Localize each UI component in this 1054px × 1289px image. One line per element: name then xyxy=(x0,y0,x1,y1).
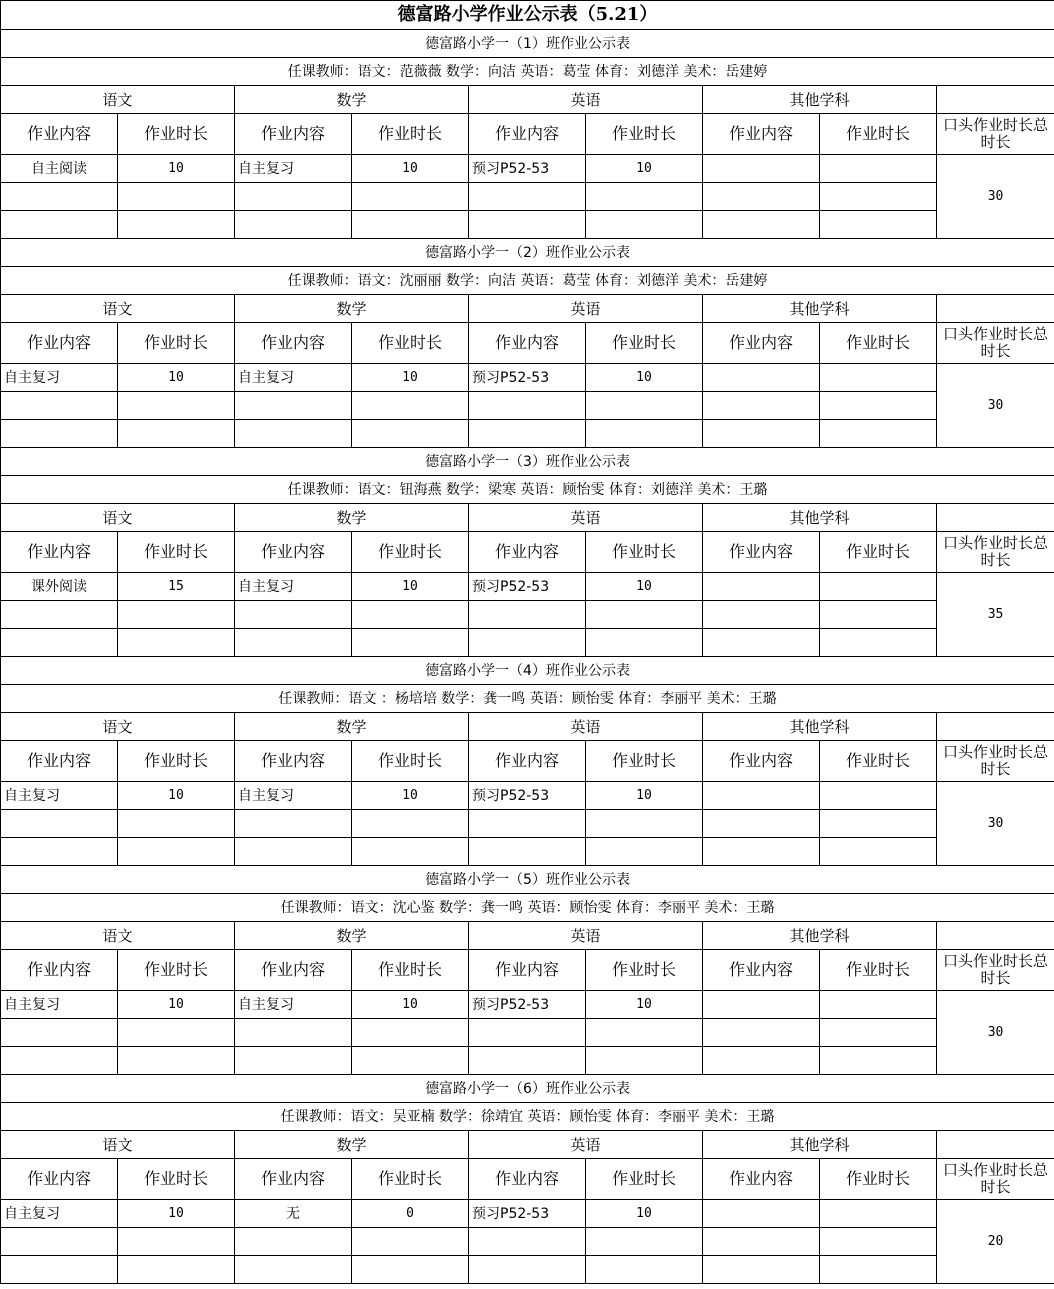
other-duration-cell[interactable] xyxy=(820,810,937,838)
subject-header-blank[interactable] xyxy=(937,1131,1054,1159)
content-header[interactable]: 作业内容 xyxy=(235,950,352,991)
math-content-cell[interactable]: 自主复习 xyxy=(235,364,352,392)
chinese-content-cell[interactable] xyxy=(1,1019,118,1047)
subject-header-chinese[interactable]: 语文 xyxy=(1,713,235,741)
subject-header-blank[interactable] xyxy=(937,922,1054,950)
english-content-cell[interactable]: 预习P52-53 xyxy=(469,364,586,392)
duration-header[interactable]: 作业时长 xyxy=(820,532,937,573)
table-row xyxy=(1,629,1054,657)
chinese-content-cell[interactable]: 自主复习 xyxy=(1,782,118,810)
oral-total-header[interactable]: 口头作业时长总时长 xyxy=(937,1159,1054,1200)
chinese-duration-cell[interactable]: 10 xyxy=(118,364,235,392)
subject-header-english[interactable]: 英语 xyxy=(469,1131,703,1159)
chinese-duration-cell[interactable] xyxy=(118,629,235,657)
oral-total-header[interactable]: 口头作业时长总时长 xyxy=(937,323,1054,364)
teacher-list[interactable]: 任课教师：语文：范薇薇 数学：向洁 英语：葛莹 体育：刘德洋 美术：岳建婷 xyxy=(1,58,1054,86)
english-duration-cell[interactable] xyxy=(586,838,703,866)
other-content-cell[interactable] xyxy=(703,1200,820,1228)
english-duration-cell[interactable] xyxy=(586,211,703,239)
duration-header[interactable]: 作业时长 xyxy=(820,114,937,155)
content-header[interactable]: 作业内容 xyxy=(1,532,118,573)
content-header[interactable]: 作业内容 xyxy=(1,114,118,155)
column-header-row xyxy=(1,532,1054,573)
subject-header-english[interactable]: 英语 xyxy=(469,86,703,114)
duration-header[interactable]: 作业时长 xyxy=(118,532,235,573)
subject-header-math[interactable]: 数学 xyxy=(235,1131,469,1159)
math-duration-cell[interactable]: 10 xyxy=(352,573,469,601)
column-header-row xyxy=(1,114,1054,155)
english-content-cell[interactable] xyxy=(469,1047,586,1075)
math-duration-cell[interactable]: 10 xyxy=(352,991,469,1019)
table-row xyxy=(1,1047,1054,1075)
table-row xyxy=(1,155,1054,183)
other-duration-cell[interactable] xyxy=(820,573,937,601)
chinese-content-cell[interactable]: 自主复习 xyxy=(1,991,118,1019)
teacher-list[interactable]: 任课教师：语文：吴亚楠 数学：徐靖宜 英语：顾怡雯 体育：李丽平 美术：王璐 xyxy=(1,1103,1054,1131)
other-duration-cell[interactable] xyxy=(820,601,937,629)
other-content-cell[interactable] xyxy=(703,991,820,1019)
table-row xyxy=(1,838,1054,866)
subject-header-math[interactable]: 数学 xyxy=(235,922,469,950)
subject-header-english[interactable]: 英语 xyxy=(469,713,703,741)
subject-header-math[interactable]: 数学 xyxy=(235,86,469,114)
duration-header[interactable]: 作业时长 xyxy=(352,323,469,364)
content-header[interactable]: 作业内容 xyxy=(703,532,820,573)
duration-header[interactable]: 作业时长 xyxy=(352,114,469,155)
class-title-row xyxy=(1,657,1054,685)
table-row xyxy=(1,782,1054,810)
table-row xyxy=(1,183,1054,211)
teacher-list[interactable]: 任课教师：语文：沈心鉴 数学：龚一鸣 英语：顾怡雯 体育：李丽平 美术：王璐 xyxy=(1,894,1054,922)
duration-header[interactable]: 作业时长 xyxy=(352,950,469,991)
math-duration-cell[interactable]: 10 xyxy=(352,364,469,392)
duration-header[interactable]: 作业时长 xyxy=(118,1159,235,1200)
oral-total-cell[interactable]: 30 xyxy=(937,991,1054,1075)
english-content-cell[interactable] xyxy=(469,183,586,211)
chinese-content-cell[interactable] xyxy=(1,810,118,838)
duration-header[interactable]: 作业时长 xyxy=(586,1159,703,1200)
english-duration-cell[interactable]: 10 xyxy=(586,364,703,392)
column-header-row xyxy=(1,741,1054,782)
math-duration-cell[interactable] xyxy=(352,183,469,211)
english-content-cell[interactable] xyxy=(469,1256,586,1284)
class-title[interactable]: 德富路小学一（6）班作业公示表 xyxy=(1,1075,1054,1103)
column-header-row xyxy=(1,950,1054,991)
chinese-duration-cell[interactable]: 10 xyxy=(118,155,235,183)
table-row xyxy=(1,1228,1054,1256)
other-duration-cell[interactable] xyxy=(820,392,937,420)
other-duration-cell[interactable] xyxy=(820,1200,937,1228)
content-header[interactable]: 作业内容 xyxy=(469,950,586,991)
column-header-row xyxy=(1,1159,1054,1200)
content-header[interactable]: 作业内容 xyxy=(235,1159,352,1200)
class-title[interactable]: 德富路小学一（3）班作业公示表 xyxy=(1,448,1054,476)
english-duration-cell[interactable] xyxy=(586,392,703,420)
subject-header-chinese[interactable]: 语文 xyxy=(1,922,235,950)
chinese-content-cell[interactable]: 自主复习 xyxy=(1,1200,118,1228)
english-content-cell[interactable] xyxy=(469,1228,586,1256)
math-duration-cell[interactable] xyxy=(352,392,469,420)
oral-total-header[interactable]: 口头作业时长总时长 xyxy=(937,741,1054,782)
subject-header-row xyxy=(1,713,1054,741)
duration-header[interactable]: 作业时长 xyxy=(586,532,703,573)
other-duration-cell[interactable] xyxy=(820,838,937,866)
content-header[interactable]: 作业内容 xyxy=(469,114,586,155)
math-content-cell[interactable] xyxy=(235,392,352,420)
oral-total-cell[interactable]: 30 xyxy=(937,364,1054,448)
chinese-content-cell[interactable]: 自主复习 xyxy=(1,364,118,392)
class-title[interactable]: 德富路小学一（2）班作业公示表 xyxy=(1,239,1054,267)
english-content-cell[interactable]: 预习P52-53 xyxy=(469,991,586,1019)
content-header[interactable]: 作业内容 xyxy=(703,950,820,991)
duration-header[interactable]: 作业时长 xyxy=(820,950,937,991)
content-header[interactable]: 作业内容 xyxy=(703,114,820,155)
subject-header-other[interactable]: 其他学科 xyxy=(703,1131,937,1159)
oral-total-header[interactable]: 口头作业时长总时长 xyxy=(937,532,1054,573)
subject-header-blank[interactable] xyxy=(937,504,1054,532)
oral-total-header[interactable]: 口头作业时长总时长 xyxy=(937,114,1054,155)
subject-header-row xyxy=(1,504,1054,532)
chinese-duration-cell[interactable] xyxy=(118,1228,235,1256)
math-content-cell[interactable] xyxy=(235,838,352,866)
teacher-list[interactable]: 任课教师：语文：沈丽丽 数学：向洁 英语：葛莹 体育：刘德洋 美术：岳建婷 xyxy=(1,267,1054,295)
teacher-row xyxy=(1,1103,1054,1131)
chinese-duration-cell[interactable] xyxy=(118,183,235,211)
table-row xyxy=(1,420,1054,448)
other-duration-cell[interactable] xyxy=(820,1019,937,1047)
chinese-duration-cell[interactable] xyxy=(118,392,235,420)
teacher-row xyxy=(1,476,1054,504)
table-row xyxy=(1,601,1054,629)
chinese-duration-cell[interactable] xyxy=(118,211,235,239)
math-duration-cell[interactable] xyxy=(352,629,469,657)
english-duration-cell[interactable] xyxy=(586,810,703,838)
other-content-cell[interactable] xyxy=(703,629,820,657)
other-duration-cell[interactable] xyxy=(820,1256,937,1284)
other-duration-cell[interactable] xyxy=(820,991,937,1019)
duration-header[interactable]: 作业时长 xyxy=(820,323,937,364)
content-header[interactable]: 作业内容 xyxy=(235,323,352,364)
english-content-cell[interactable]: 预习P52-53 xyxy=(469,1200,586,1228)
content-header[interactable]: 作业内容 xyxy=(235,532,352,573)
math-content-cell[interactable]: 自主复习 xyxy=(235,573,352,601)
class-title-row xyxy=(1,866,1054,894)
class-title[interactable]: 德富路小学一（4）班作业公示表 xyxy=(1,657,1054,685)
math-duration-cell[interactable] xyxy=(352,211,469,239)
other-duration-cell[interactable] xyxy=(820,211,937,239)
english-content-cell[interactable] xyxy=(469,420,586,448)
chinese-content-cell[interactable] xyxy=(1,1047,118,1075)
other-content-cell[interactable] xyxy=(703,1256,820,1284)
duration-header[interactable]: 作业时长 xyxy=(820,741,937,782)
math-duration-cell[interactable]: 0 xyxy=(352,1200,469,1228)
math-duration-cell[interactable] xyxy=(352,601,469,629)
english-duration-cell[interactable]: 10 xyxy=(586,573,703,601)
math-duration-cell[interactable] xyxy=(352,1256,469,1284)
other-content-cell[interactable] xyxy=(703,1228,820,1256)
subject-header-chinese[interactable]: 语文 xyxy=(1,1131,235,1159)
class-title-row xyxy=(1,1075,1054,1103)
subject-header-blank[interactable] xyxy=(937,713,1054,741)
english-content-cell[interactable] xyxy=(469,392,586,420)
english-duration-cell[interactable]: 10 xyxy=(586,991,703,1019)
other-content-cell[interactable] xyxy=(703,155,820,183)
table-row xyxy=(1,1256,1054,1284)
table-row xyxy=(1,810,1054,838)
duration-header[interactable]: 作业时长 xyxy=(352,532,469,573)
subject-header-chinese[interactable]: 语文 xyxy=(1,86,235,114)
table-row xyxy=(1,392,1054,420)
content-header[interactable]: 作业内容 xyxy=(703,323,820,364)
chinese-duration-cell[interactable] xyxy=(118,1256,235,1284)
subject-header-other[interactable]: 其他学科 xyxy=(703,86,937,114)
chinese-duration-cell[interactable]: 10 xyxy=(118,1200,235,1228)
other-duration-cell[interactable] xyxy=(820,420,937,448)
chinese-content-cell[interactable] xyxy=(1,1228,118,1256)
math-duration-cell[interactable] xyxy=(352,420,469,448)
oral-total-header[interactable]: 口头作业时长总时长 xyxy=(937,950,1054,991)
math-content-cell[interactable] xyxy=(235,183,352,211)
math-content-cell[interactable] xyxy=(235,1228,352,1256)
subject-header-blank[interactable] xyxy=(937,295,1054,323)
other-content-cell[interactable] xyxy=(703,183,820,211)
math-duration-cell[interactable] xyxy=(352,810,469,838)
subject-header-other[interactable]: 其他学科 xyxy=(703,713,937,741)
subject-header-other[interactable]: 其他学科 xyxy=(703,295,937,323)
column-header-row xyxy=(1,323,1054,364)
english-content-cell[interactable] xyxy=(469,601,586,629)
english-content-cell[interactable] xyxy=(469,838,586,866)
table-row xyxy=(1,211,1054,239)
other-content-cell[interactable] xyxy=(703,420,820,448)
oral-total-cell[interactable]: 20 xyxy=(937,1200,1054,1284)
math-content-cell[interactable]: 自主复习 xyxy=(235,782,352,810)
other-duration-cell[interactable] xyxy=(820,183,937,211)
other-content-cell[interactable] xyxy=(703,810,820,838)
chinese-duration-cell[interactable] xyxy=(118,601,235,629)
table-row xyxy=(1,1019,1054,1047)
math-duration-cell[interactable] xyxy=(352,1228,469,1256)
teacher-list[interactable]: 任课教师：语文 ：杨培培 数学：龚一鸣 英语：顾怡雯 体育：李丽平 美术：王璐 xyxy=(1,685,1054,713)
other-duration-cell[interactable] xyxy=(820,155,937,183)
table-row xyxy=(1,1200,1054,1228)
content-header[interactable]: 作业内容 xyxy=(469,1159,586,1200)
duration-header[interactable]: 作业时长 xyxy=(118,950,235,991)
english-content-cell[interactable] xyxy=(469,211,586,239)
main-title[interactable]: 德富路小学作业公示表（5.21） xyxy=(1,1,1054,30)
teacher-row xyxy=(1,58,1054,86)
subject-header-english[interactable]: 英语 xyxy=(469,922,703,950)
other-duration-cell[interactable] xyxy=(820,629,937,657)
math-content-cell[interactable]: 自主复习 xyxy=(235,155,352,183)
oral-total-cell[interactable]: 30 xyxy=(937,155,1054,239)
chinese-duration-cell[interactable] xyxy=(118,838,235,866)
chinese-duration-cell[interactable] xyxy=(118,420,235,448)
english-duration-cell[interactable] xyxy=(586,601,703,629)
subject-header-math[interactable]: 数学 xyxy=(235,504,469,532)
chinese-duration-cell[interactable] xyxy=(118,1047,235,1075)
duration-header[interactable]: 作业时长 xyxy=(586,741,703,782)
class-title-row xyxy=(1,239,1054,267)
english-duration-cell[interactable] xyxy=(586,629,703,657)
teacher-row xyxy=(1,267,1054,295)
content-header[interactable]: 作业内容 xyxy=(1,1159,118,1200)
chinese-content-cell[interactable]: 自主阅读 xyxy=(1,155,118,183)
subject-header-english[interactable]: 英语 xyxy=(469,295,703,323)
subject-header-row xyxy=(1,1131,1054,1159)
content-header[interactable]: 作业内容 xyxy=(469,741,586,782)
english-duration-cell[interactable]: 10 xyxy=(586,1200,703,1228)
duration-header[interactable]: 作业时长 xyxy=(352,1159,469,1200)
content-header[interactable]: 作业内容 xyxy=(235,114,352,155)
math-content-cell[interactable]: 无 xyxy=(235,1200,352,1228)
math-content-cell[interactable] xyxy=(235,629,352,657)
chinese-duration-cell[interactable] xyxy=(118,1019,235,1047)
english-duration-cell[interactable] xyxy=(586,1047,703,1075)
subject-header-chinese[interactable]: 语文 xyxy=(1,504,235,532)
other-content-cell[interactable] xyxy=(703,1019,820,1047)
math-content-cell[interactable] xyxy=(235,211,352,239)
content-header[interactable]: 作业内容 xyxy=(703,1159,820,1200)
math-content-cell[interactable] xyxy=(235,1256,352,1284)
subject-header-chinese[interactable]: 语文 xyxy=(1,295,235,323)
subject-header-row xyxy=(1,922,1054,950)
teacher-list[interactable]: 任课教师：语文：钮海燕 数学：梁寒 英语：顾怡雯 体育：刘德洋 美术：王璐 xyxy=(1,476,1054,504)
other-duration-cell[interactable] xyxy=(820,1047,937,1075)
subject-header-other[interactable]: 其他学科 xyxy=(703,504,937,532)
subject-header-math[interactable]: 数学 xyxy=(235,713,469,741)
english-duration-cell[interactable] xyxy=(586,183,703,211)
chinese-content-cell[interactable] xyxy=(1,211,118,239)
table-row xyxy=(1,991,1054,1019)
math-content-cell[interactable] xyxy=(235,601,352,629)
math-duration-cell[interactable] xyxy=(352,1019,469,1047)
duration-header[interactable]: 作业时长 xyxy=(586,323,703,364)
content-header[interactable]: 作业内容 xyxy=(235,741,352,782)
chinese-content-cell[interactable] xyxy=(1,629,118,657)
chinese-content-cell[interactable] xyxy=(1,838,118,866)
math-duration-cell[interactable] xyxy=(352,838,469,866)
class-title[interactable]: 德富路小学一（1）班作业公示表 xyxy=(1,30,1054,58)
content-header[interactable]: 作业内容 xyxy=(1,950,118,991)
english-duration-cell[interactable]: 10 xyxy=(586,155,703,183)
class-title[interactable]: 德富路小学一（5）班作业公示表 xyxy=(1,866,1054,894)
content-header[interactable]: 作业内容 xyxy=(469,323,586,364)
other-duration-cell[interactable] xyxy=(820,364,937,392)
subject-header-english[interactable]: 英语 xyxy=(469,504,703,532)
duration-header[interactable]: 作业时长 xyxy=(586,114,703,155)
subject-header-row xyxy=(1,295,1054,323)
other-duration-cell[interactable] xyxy=(820,1228,937,1256)
chinese-duration-cell[interactable]: 10 xyxy=(118,991,235,1019)
math-content-cell[interactable] xyxy=(235,810,352,838)
english-duration-cell[interactable] xyxy=(586,1228,703,1256)
math-content-cell[interactable] xyxy=(235,1047,352,1075)
math-duration-cell[interactable]: 10 xyxy=(352,155,469,183)
english-content-cell[interactable]: 预习P52-53 xyxy=(469,573,586,601)
table-row xyxy=(1,364,1054,392)
english-content-cell[interactable] xyxy=(469,810,586,838)
english-duration-cell[interactable] xyxy=(586,1256,703,1284)
english-duration-cell[interactable] xyxy=(586,420,703,448)
duration-header[interactable]: 作业时长 xyxy=(352,741,469,782)
english-duration-cell[interactable] xyxy=(586,1019,703,1047)
other-content-cell[interactable] xyxy=(703,838,820,866)
english-content-cell[interactable]: 预习P52-53 xyxy=(469,155,586,183)
chinese-content-cell[interactable] xyxy=(1,1256,118,1284)
other-content-cell[interactable] xyxy=(703,1047,820,1075)
math-content-cell[interactable] xyxy=(235,420,352,448)
table-row xyxy=(1,573,1054,601)
chinese-content-cell[interactable] xyxy=(1,420,118,448)
math-duration-cell[interactable]: 10 xyxy=(352,782,469,810)
other-content-cell[interactable] xyxy=(703,211,820,239)
teacher-row xyxy=(1,685,1054,713)
subject-header-other[interactable]: 其他学科 xyxy=(703,922,937,950)
other-duration-cell[interactable] xyxy=(820,782,937,810)
duration-header[interactable]: 作业时长 xyxy=(586,950,703,991)
math-duration-cell[interactable] xyxy=(352,1047,469,1075)
math-content-cell[interactable]: 自主复习 xyxy=(235,991,352,1019)
other-content-cell[interactable] xyxy=(703,782,820,810)
class-title-row xyxy=(1,30,1054,58)
other-content-cell[interactable] xyxy=(703,573,820,601)
duration-header[interactable]: 作业时长 xyxy=(118,323,235,364)
other-content-cell[interactable] xyxy=(703,601,820,629)
english-duration-cell[interactable]: 10 xyxy=(586,782,703,810)
chinese-duration-cell[interactable]: 10 xyxy=(118,782,235,810)
content-header[interactable]: 作业内容 xyxy=(1,323,118,364)
chinese-content-cell[interactable] xyxy=(1,183,118,211)
other-content-cell[interactable] xyxy=(703,364,820,392)
teacher-row xyxy=(1,894,1054,922)
oral-total-cell[interactable]: 30 xyxy=(937,782,1054,866)
chinese-duration-cell[interactable] xyxy=(118,810,235,838)
chinese-content-cell[interactable] xyxy=(1,601,118,629)
math-content-cell[interactable] xyxy=(235,1019,352,1047)
subject-header-blank[interactable] xyxy=(937,86,1054,114)
chinese-duration-cell[interactable]: 15 xyxy=(118,573,235,601)
chinese-content-cell[interactable]: 课外阅读 xyxy=(1,573,118,601)
content-header[interactable]: 作业内容 xyxy=(1,741,118,782)
other-content-cell[interactable] xyxy=(703,392,820,420)
class-title-row xyxy=(1,448,1054,476)
content-header[interactable]: 作业内容 xyxy=(703,741,820,782)
duration-header[interactable]: 作业时长 xyxy=(118,114,235,155)
english-content-cell[interactable] xyxy=(469,1019,586,1047)
english-content-cell[interactable] xyxy=(469,629,586,657)
content-header[interactable]: 作业内容 xyxy=(469,532,586,573)
chinese-content-cell[interactable] xyxy=(1,392,118,420)
subject-header-row xyxy=(1,86,1054,114)
duration-header[interactable]: 作业时长 xyxy=(118,741,235,782)
subject-header-math[interactable]: 数学 xyxy=(235,295,469,323)
duration-header[interactable]: 作业时长 xyxy=(820,1159,937,1200)
english-content-cell[interactable]: 预习P52-53 xyxy=(469,782,586,810)
oral-total-cell[interactable]: 35 xyxy=(937,573,1054,657)
